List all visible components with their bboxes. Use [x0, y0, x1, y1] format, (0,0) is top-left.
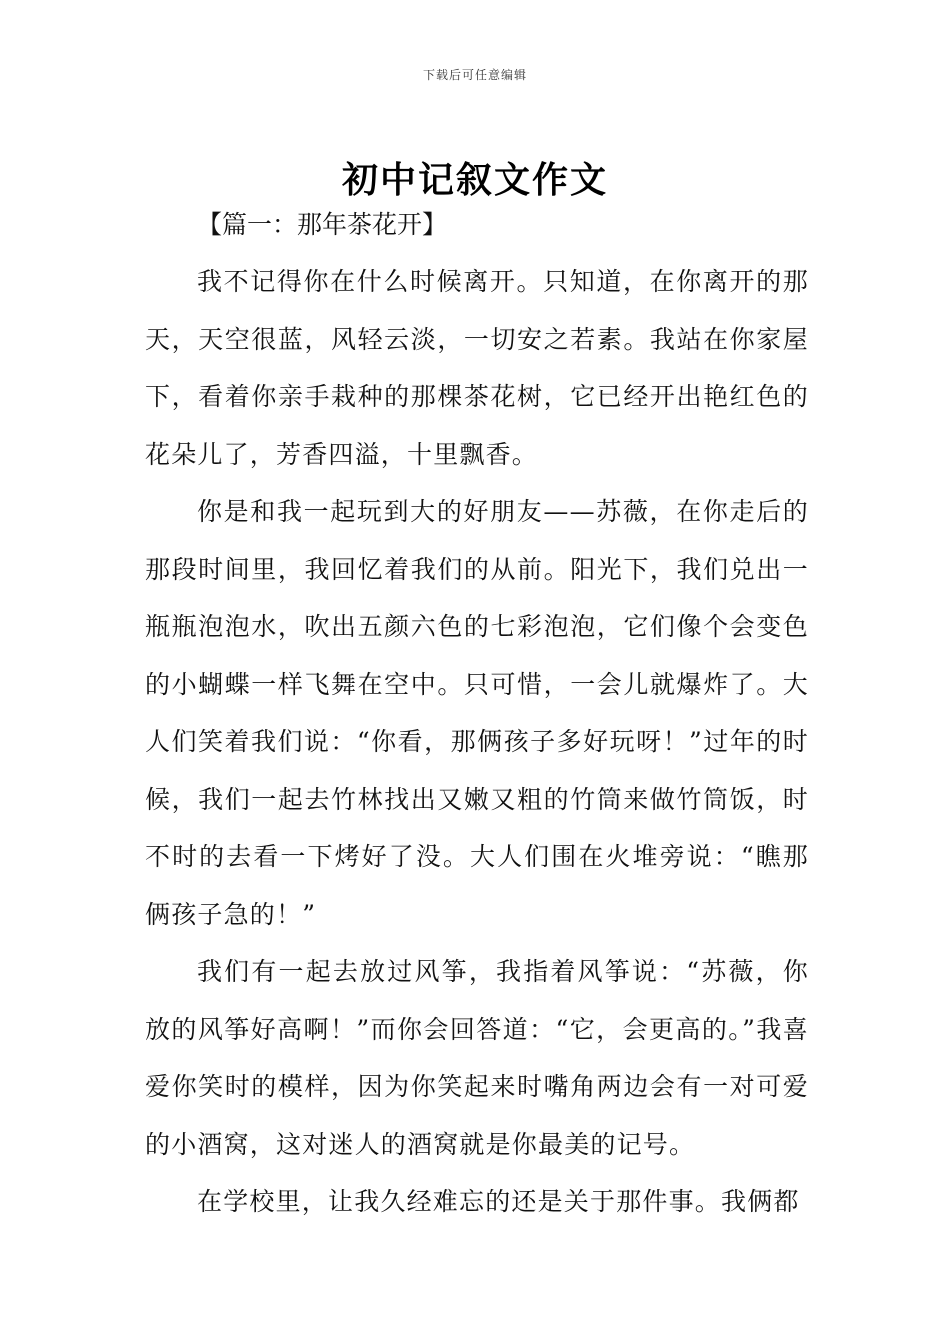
paragraph-2: 你是和我一起玩到大的好朋友——苏薇，在你走后的那段时间里，我回忆着我们的从前。阳光下，我们兑出一瓶瓶泡泡水，吹出五颜六色的七彩泡泡，它们像个会变色的小蝴蝶一样飞舞在空中。只可惜，一会儿就爆炸了。大人们笑着我们说：“你看，那俩孩子多好玩呀！”过年的时候，我们一起去竹林找出又嫩又粗的竹筒来做竹筒饭，时不时的去看一下烤好了没。大人们围在火堆旁说：“瞧那俩孩子急的！” — [145, 497, 809, 929]
paragraph-3: 我们有一起去放过风筝，我指着风筝说：“苏薇，你放的风筝好高啊！”而你会回答道：“它，会更高的。”我喜爱你笑时的模样，因为你笑起来时嘴角两边会有一对可爱的小酒窝，这对迷人的酒窝就是你最美的记号。 — [145, 957, 809, 1159]
header-note: 下载后可任意编辑 — [422, 68, 527, 82]
paragraph-4: 在学校里，让我久经难忘的还是关于那件事。我俩都 — [197, 1187, 800, 1216]
body-text — [145, 196, 809, 1231]
document-title: 初中记叙文作文 — [341, 160, 608, 202]
section-heading: 【篇一：那年茶花开】 — [197, 210, 448, 239]
paragraph-1: 我不记得你在什么时候离开。只知道，在你离开的那天，天空很蓝，风轻云淡，一切安之若素。我站在你家屋下，看着你亲手栽种的那棵茶花树，它已经开出艳红色的花朵儿了，芳香四溢，十里飘香。 — [145, 267, 809, 469]
